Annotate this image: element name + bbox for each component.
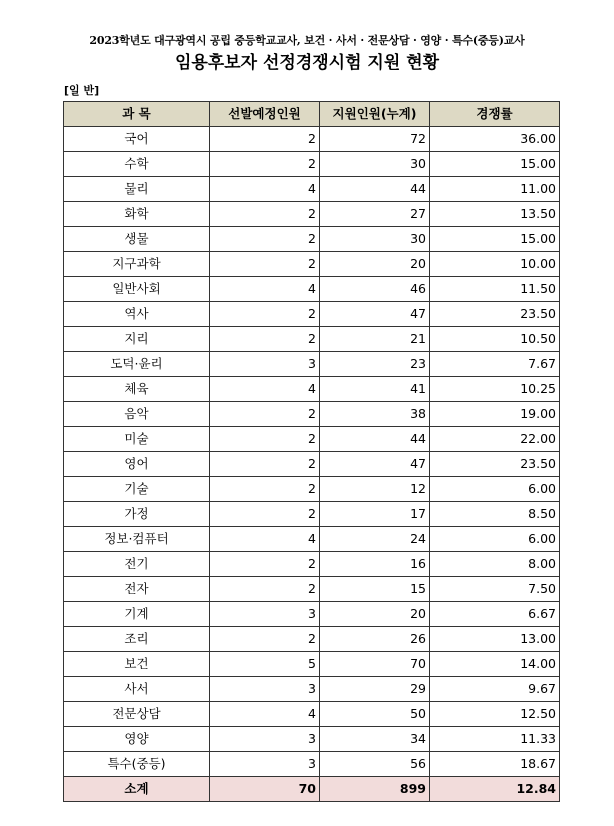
ratio-cell: 11.33 xyxy=(430,727,560,752)
table-row xyxy=(64,627,560,652)
subject-cell: 화학 xyxy=(64,202,210,227)
ratio-cell: 8.50 xyxy=(430,502,560,527)
applicants-cell: 30 xyxy=(320,152,430,177)
ratio-cell: 8.00 xyxy=(430,552,560,577)
subject-cell: 미술 xyxy=(64,427,210,452)
ratio-cell: 10.50 xyxy=(430,327,560,352)
subject-cell: 보건 xyxy=(64,652,210,677)
quota-cell: 5 xyxy=(210,652,320,677)
table-row xyxy=(64,652,560,677)
ratio-cell: 18.67 xyxy=(430,752,560,777)
ratio-cell: 6.00 xyxy=(430,477,560,502)
document-title: 임용후보자 선정경쟁시험 지원 현황 xyxy=(174,53,440,73)
applicants-cell: 38 xyxy=(320,402,430,427)
quota-cell: 4 xyxy=(210,377,320,402)
quota-cell: 2 xyxy=(210,227,320,252)
applicants-cell: 56 xyxy=(320,752,430,777)
applicants-cell: 46 xyxy=(320,277,430,302)
quota-cell: 4 xyxy=(210,177,320,202)
subject-cell: 물리 xyxy=(64,177,210,202)
table-row xyxy=(64,427,560,452)
subject-cell: 전문상담 xyxy=(64,702,210,727)
column-header-ratio: 경쟁률 xyxy=(430,102,560,127)
subject-cell: 체육 xyxy=(64,377,210,402)
applicant-table xyxy=(63,101,560,802)
subject-cell: 정보·컴퓨터 xyxy=(64,527,210,552)
ratio-cell: 23.50 xyxy=(430,452,560,477)
applicants-cell: 72 xyxy=(320,127,430,152)
subject-cell: 가정 xyxy=(64,502,210,527)
ratio-cell: 9.67 xyxy=(430,677,560,702)
ratio-cell: 15.00 xyxy=(430,152,560,177)
quota-cell: 2 xyxy=(210,502,320,527)
applicants-cell: 50 xyxy=(320,702,430,727)
applicants-cell: 20 xyxy=(320,602,430,627)
ratio-cell: 13.50 xyxy=(430,202,560,227)
table-row xyxy=(64,752,560,777)
subject-cell: 기술 xyxy=(64,477,210,502)
quota-cell: 3 xyxy=(210,602,320,627)
total-ratio: 12.84 xyxy=(430,777,560,802)
quota-cell: 2 xyxy=(210,627,320,652)
table-row xyxy=(64,502,560,527)
table-row xyxy=(64,352,560,377)
table-row xyxy=(64,202,560,227)
total-label: 소계 xyxy=(64,777,210,802)
applicants-cell: 15 xyxy=(320,577,430,602)
table-body xyxy=(64,127,560,802)
subject-cell: 사서 xyxy=(64,677,210,702)
quota-cell: 2 xyxy=(210,477,320,502)
ratio-cell: 22.00 xyxy=(430,427,560,452)
ratio-cell: 23.50 xyxy=(430,302,560,327)
applicants-cell: 20 xyxy=(320,252,430,277)
ratio-cell: 19.00 xyxy=(430,402,560,427)
ratio-cell: 14.00 xyxy=(430,652,560,677)
applicants-cell: 70 xyxy=(320,652,430,677)
applicants-cell: 47 xyxy=(320,302,430,327)
applicants-cell: 24 xyxy=(320,527,430,552)
ratio-cell: 10.25 xyxy=(430,377,560,402)
table-row xyxy=(64,227,560,252)
table-row xyxy=(64,577,560,602)
quota-cell: 3 xyxy=(210,352,320,377)
column-header-quota: 선발예정인원 xyxy=(210,102,320,127)
table-row xyxy=(64,127,560,152)
table-row xyxy=(64,277,560,302)
quota-cell: 4 xyxy=(210,527,320,552)
table-header-row xyxy=(64,102,560,127)
table-row xyxy=(64,552,560,577)
subject-cell: 지리 xyxy=(64,327,210,352)
applicants-cell: 12 xyxy=(320,477,430,502)
document-title-line1: 2023학년도 대구광역시 공립 중등학교교사, 보건 · 사서 · 전문상담 · 영양 · 특수(중등)교사 xyxy=(89,34,525,47)
ratio-cell: 11.00 xyxy=(430,177,560,202)
applicants-cell: 44 xyxy=(320,177,430,202)
quota-cell: 3 xyxy=(210,727,320,752)
quota-cell: 2 xyxy=(210,252,320,277)
applicants-cell: 34 xyxy=(320,727,430,752)
subject-cell: 전기 xyxy=(64,552,210,577)
table-row xyxy=(64,252,560,277)
table-row xyxy=(64,452,560,477)
applicants-cell: 30 xyxy=(320,227,430,252)
subject-cell: 영어 xyxy=(64,452,210,477)
quota-cell: 2 xyxy=(210,327,320,352)
applicants-cell: 23 xyxy=(320,352,430,377)
quota-cell: 3 xyxy=(210,677,320,702)
ratio-cell: 6.67 xyxy=(430,602,560,627)
applicants-cell: 17 xyxy=(320,502,430,527)
table-row xyxy=(64,602,560,627)
quota-cell: 2 xyxy=(210,202,320,227)
quota-cell: 2 xyxy=(210,152,320,177)
total-row xyxy=(64,777,560,802)
subject-cell: 일반사회 xyxy=(64,277,210,302)
subject-cell: 영양 xyxy=(64,727,210,752)
applicants-cell: 44 xyxy=(320,427,430,452)
subject-cell: 조리 xyxy=(64,627,210,652)
applicants-cell: 41 xyxy=(320,377,430,402)
subject-cell: 지구과학 xyxy=(64,252,210,277)
table-row xyxy=(64,727,560,752)
subject-cell: 역사 xyxy=(64,302,210,327)
quota-cell: 2 xyxy=(210,302,320,327)
section-label: [일 반] xyxy=(64,84,100,97)
quota-cell: 3 xyxy=(210,752,320,777)
subject-cell: 음악 xyxy=(64,402,210,427)
column-header-applicants: 지원인원(누계) xyxy=(320,102,430,127)
subject-cell: 전자 xyxy=(64,577,210,602)
quota-cell: 2 xyxy=(210,127,320,152)
quota-cell: 4 xyxy=(210,702,320,727)
ratio-cell: 36.00 xyxy=(430,127,560,152)
ratio-cell: 10.00 xyxy=(430,252,560,277)
applicants-cell: 27 xyxy=(320,202,430,227)
total-applicants: 899 xyxy=(320,777,430,802)
applicants-cell: 29 xyxy=(320,677,430,702)
subject-cell: 기계 xyxy=(64,602,210,627)
applicants-cell: 16 xyxy=(320,552,430,577)
ratio-cell: 12.50 xyxy=(430,702,560,727)
subject-cell: 국어 xyxy=(64,127,210,152)
table-row xyxy=(64,677,560,702)
table-row xyxy=(64,327,560,352)
quota-cell: 2 xyxy=(210,427,320,452)
table-row xyxy=(64,302,560,327)
applicants-cell: 47 xyxy=(320,452,430,477)
table-row xyxy=(64,152,560,177)
table-row xyxy=(64,477,560,502)
quota-cell: 2 xyxy=(210,552,320,577)
subject-cell: 수학 xyxy=(64,152,210,177)
subject-cell: 도덕·윤리 xyxy=(64,352,210,377)
quota-cell: 2 xyxy=(210,452,320,477)
table-row xyxy=(64,702,560,727)
table-row xyxy=(64,377,560,402)
quota-cell: 2 xyxy=(210,577,320,602)
ratio-cell: 15.00 xyxy=(430,227,560,252)
applicants-cell: 21 xyxy=(320,327,430,352)
table-row xyxy=(64,402,560,427)
ratio-cell: 13.00 xyxy=(430,627,560,652)
subject-cell: 생물 xyxy=(64,227,210,252)
ratio-cell: 7.67 xyxy=(430,352,560,377)
quota-cell: 2 xyxy=(210,402,320,427)
subject-cell: 특수(중등) xyxy=(64,752,210,777)
applicants-cell: 26 xyxy=(320,627,430,652)
quota-cell: 4 xyxy=(210,277,320,302)
table-row xyxy=(64,527,560,552)
total-quota: 70 xyxy=(210,777,320,802)
table-row xyxy=(64,177,560,202)
ratio-cell: 7.50 xyxy=(430,577,560,602)
column-header-subject: 과 목 xyxy=(64,102,210,127)
ratio-cell: 11.50 xyxy=(430,277,560,302)
ratio-cell: 6.00 xyxy=(430,527,560,552)
